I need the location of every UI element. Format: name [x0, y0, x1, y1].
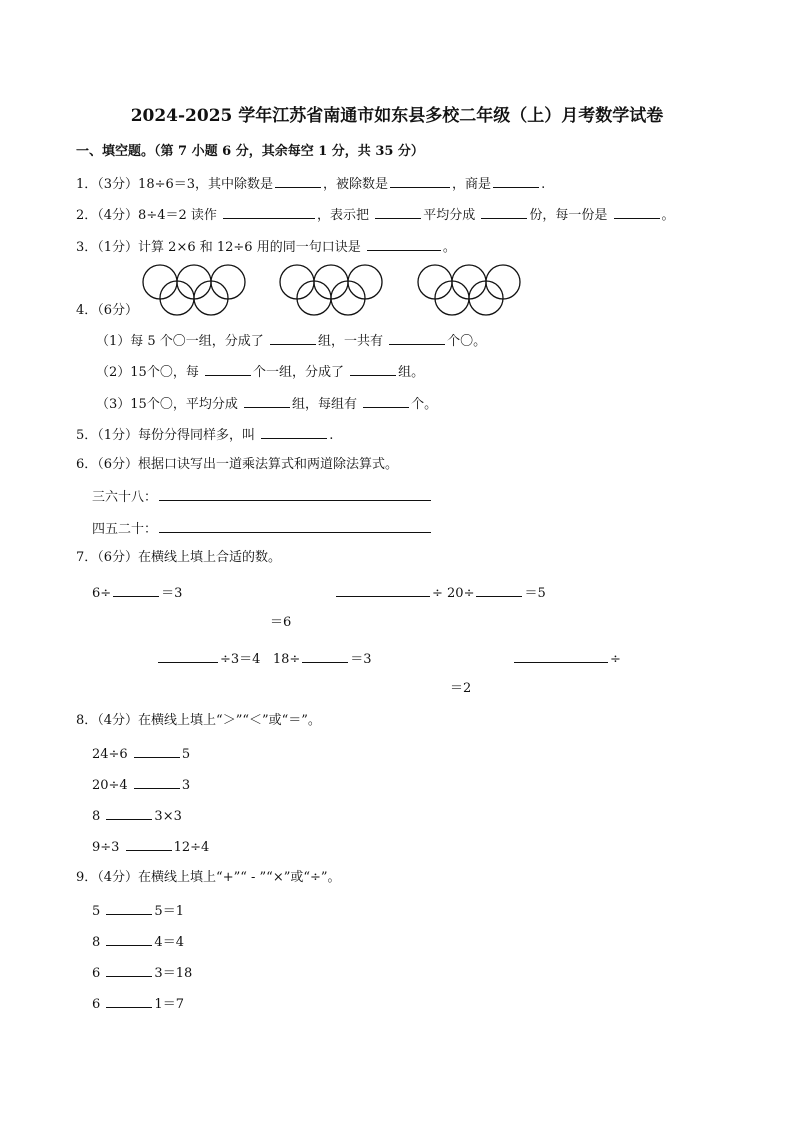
q9-row: [92, 994, 184, 1014]
q9-left: 5: [92, 904, 101, 919]
q7-text-g: 18÷: [272, 652, 301, 667]
q4s2-text-a: （2）15个〇，每: [96, 365, 199, 380]
q9-row: [92, 901, 184, 921]
q7-blank-1[interactable]: [113, 583, 159, 597]
q2-text-a: 2．（4分）8÷4＝2 读作: [76, 208, 217, 223]
q8-right: 5: [181, 747, 191, 762]
q9-left: 6: [92, 997, 101, 1012]
q7-text-a: 6÷: [92, 586, 112, 601]
q1-blank-divisor[interactable]: [275, 174, 321, 188]
q1-text-d: .: [541, 177, 546, 192]
q5-blank-term[interactable]: [261, 425, 327, 439]
q9-right: 1＝7: [154, 997, 184, 1012]
question-3: [76, 237, 456, 257]
q9-right: 5＝1: [154, 904, 184, 919]
q6-blank-2[interactable]: [159, 519, 431, 533]
q4s2-blank-groups[interactable]: [350, 362, 396, 376]
q7-item-4: [512, 649, 621, 669]
q9-right: 4＝4: [154, 935, 184, 950]
q3-blank-rhyme[interactable]: [367, 237, 441, 251]
q7-text-h: ＝3: [350, 652, 372, 667]
q6-label-2: 四五二十：: [92, 522, 158, 537]
question-6-row-1: [92, 487, 433, 507]
q7-text-j: ＝2: [450, 681, 472, 696]
q8-blank[interactable]: [106, 806, 152, 820]
circle-group-1: [143, 265, 245, 315]
question-4-sub-3: [96, 394, 437, 414]
q7-blank-4[interactable]: [158, 649, 218, 663]
q8-right: 3×3: [154, 809, 182, 824]
q4s3-text-a: （3）15个〇，平均分成: [96, 397, 238, 412]
q3-text-a: 3．（1分）计算 2×6 和 12÷6 用的同一句口诀是: [76, 240, 361, 255]
section-heading: 一、填空题。（第 7 小题 6 分，其余每空 1 分，共 35 分）: [76, 144, 424, 159]
q4s1-text-b: 组，一共有: [317, 334, 383, 349]
q8-blank[interactable]: [126, 837, 172, 851]
q3-text-b: 。: [442, 240, 456, 255]
q9-row: [92, 963, 192, 983]
q4s3-blank-groups[interactable]: [244, 394, 290, 408]
circles-figure: [130, 262, 530, 330]
q8-left: 8: [92, 809, 101, 824]
question-1: [76, 174, 545, 194]
q1-text-c: ，商是: [452, 177, 492, 192]
q1-blank-quotient[interactable]: [493, 174, 539, 188]
q1-text-b: ，被除数是: [323, 177, 389, 192]
q9-blank[interactable]: [106, 994, 152, 1008]
q6-label-1: 三六十八：: [92, 490, 158, 505]
q2-blank-each[interactable]: [614, 205, 660, 219]
q7-text-c: ÷ 20÷: [432, 586, 475, 601]
q7-blank-5[interactable]: [302, 649, 348, 663]
q8-blank[interactable]: [134, 775, 180, 789]
question-4-sub-1: [96, 331, 486, 351]
question-9-head: 9．（4分）在横线上填上“+”“ - ”“×”或“÷”。: [76, 870, 341, 885]
q7-text-i: ÷: [610, 652, 621, 667]
q5-text-a: 5．（1分）每份分得同样多，叫: [76, 428, 256, 443]
q8-row: [92, 806, 182, 826]
q7-blank-2[interactable]: [336, 583, 430, 597]
q9-blank[interactable]: [106, 932, 152, 946]
q8-right: 12÷4: [173, 840, 210, 855]
q1-blank-dividend[interactable]: [390, 174, 450, 188]
q9-right: 3＝18: [154, 966, 193, 981]
q7-blank-6[interactable]: [514, 649, 608, 663]
question-4-head: 4．（6分）: [76, 303, 139, 318]
q4s3-text-c: 个。: [411, 397, 438, 412]
q8-row: [92, 775, 190, 795]
q7-item-3: [156, 649, 372, 669]
q4s1-blank-groups[interactable]: [270, 331, 316, 345]
circle-group-2: [280, 265, 382, 315]
question-6-row-2: [92, 519, 433, 539]
q4s3-blank-each[interactable]: [363, 394, 409, 408]
q4s1-text-c: 个〇。: [447, 334, 487, 349]
q9-left: 6: [92, 966, 101, 981]
q7-text-d: ＝5: [524, 586, 546, 601]
q7-item-2: [334, 583, 546, 603]
circle-group-3: [418, 265, 520, 315]
q4s2-blank-each[interactable]: [205, 362, 251, 376]
q4s1-text-a: （1）每 5 个〇一组，分成了: [96, 334, 264, 349]
q8-row: [92, 837, 209, 857]
q7-blank-3[interactable]: [476, 583, 522, 597]
q7-text-f: ÷3＝4: [220, 652, 261, 667]
q2-blank-read[interactable]: [223, 205, 315, 219]
q2-text-b: ，表示把: [317, 208, 370, 223]
q8-right: 3: [181, 778, 191, 793]
q4s2-text-b: 个一组，分成了: [252, 365, 344, 380]
question-5: [76, 425, 333, 445]
q9-row: [92, 932, 184, 952]
question-4-sub-2: [96, 362, 424, 382]
q5-text-b: .: [329, 428, 334, 443]
question-7-head: 7．（6分）在横线上填上合适的数。: [76, 550, 282, 565]
q8-blank[interactable]: [134, 744, 180, 758]
q4s2-text-c: 组。: [398, 365, 425, 380]
q7-text-e: ＝6: [270, 615, 292, 630]
question-8-head: 8．（4分）在横线上填上“＞”“＜”或“＝”。: [76, 713, 321, 728]
q9-blank[interactable]: [106, 901, 152, 915]
q8-row: [92, 744, 190, 764]
q2-blank-parts[interactable]: [481, 205, 527, 219]
q4s1-blank-total[interactable]: [389, 331, 445, 345]
q8-left: 9÷3: [92, 840, 120, 855]
q2-blank-total[interactable]: [375, 205, 421, 219]
q6-blank-1[interactable]: [159, 487, 431, 501]
page-title: 2024-2025 学年江苏省南通市如东县多校二年级（上）月考数学试卷: [130, 106, 664, 126]
q9-blank[interactable]: [106, 963, 152, 977]
question-6-head: 6．（6分）根据口诀写出一道乘法算式和两道除法算式。: [76, 457, 399, 472]
q4s3-text-b: 组，每组有: [291, 397, 357, 412]
q1-text-a: 1．（3分）18÷6＝3，其中除数是: [76, 177, 274, 192]
q2-text-e: 。: [661, 208, 675, 223]
q7-item-1: [92, 583, 182, 603]
question-2: [76, 205, 675, 225]
q7-text-b: ＝3: [161, 586, 183, 601]
q8-left: 24÷6: [92, 747, 128, 762]
q9-left: 8: [92, 935, 101, 950]
q2-text-c: 平均分成: [423, 208, 476, 223]
q8-left: 20÷4: [92, 778, 128, 793]
q2-text-d: 份，每一份是: [529, 208, 608, 223]
